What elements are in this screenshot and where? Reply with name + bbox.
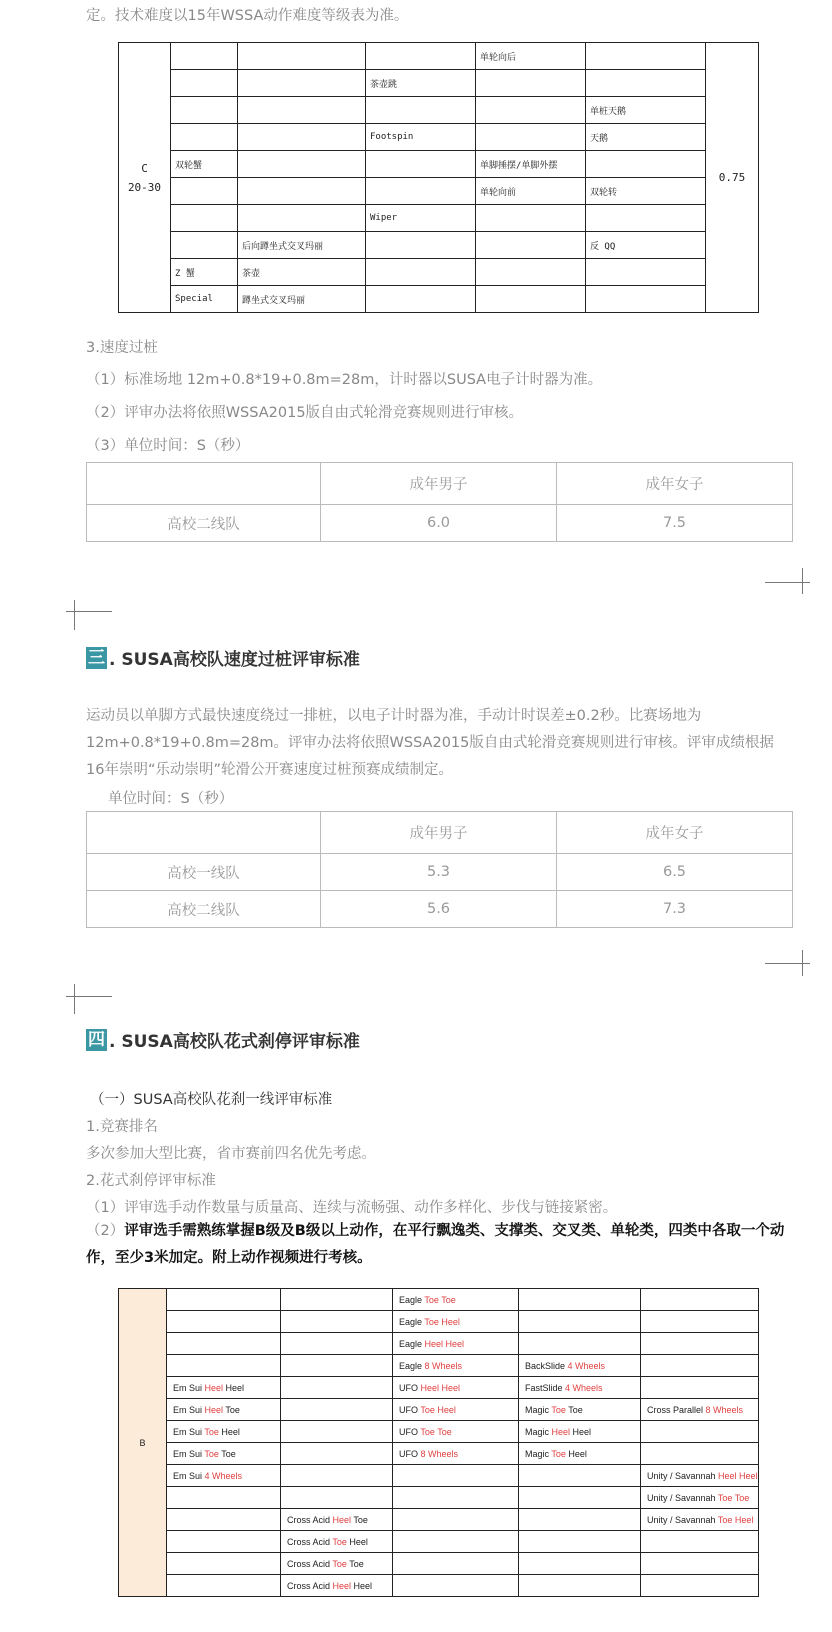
highlight-text: Heel xyxy=(204,1404,224,1415)
move-cell xyxy=(476,70,586,97)
move-text: Heel xyxy=(346,1536,368,1547)
move-cell xyxy=(167,1465,281,1487)
highlight-text: Toe Toe xyxy=(717,1492,750,1503)
highlight-text: Toe xyxy=(204,1426,219,1437)
move-cell xyxy=(281,1465,393,1487)
crop-mark xyxy=(802,568,803,594)
level-cell: B xyxy=(119,1289,167,1597)
move-cell xyxy=(641,1443,759,1465)
move-cell xyxy=(641,1355,759,1377)
move-cell xyxy=(281,1553,393,1575)
move-cell xyxy=(393,1289,519,1311)
highlight-text: Toe Heel xyxy=(420,1404,456,1415)
highlight-text: Toe xyxy=(204,1448,219,1459)
move-cell xyxy=(281,1509,393,1531)
move-cell xyxy=(393,1355,519,1377)
item2-title: 2.花式刹停评审标准 xyxy=(86,1173,216,1189)
crop-mark xyxy=(765,963,810,964)
move-cell xyxy=(393,1421,519,1443)
move-cell xyxy=(171,124,238,151)
move-cell xyxy=(281,1311,393,1333)
move-cell xyxy=(238,43,366,70)
table-row xyxy=(119,1443,759,1465)
table-row xyxy=(119,1553,759,1575)
heading-text: . SUSA高校队花式刹停评审标准 xyxy=(109,1032,360,1052)
move-cell xyxy=(366,286,476,313)
highlight-text: Toe Toe xyxy=(420,1426,452,1437)
move-cell xyxy=(171,232,238,259)
header-cell: 成年男子 xyxy=(321,463,557,505)
move-cell xyxy=(476,286,586,313)
move-cell xyxy=(393,1509,519,1531)
move-cell xyxy=(519,1399,641,1421)
move-cell xyxy=(171,205,238,232)
move-cell xyxy=(238,70,366,97)
move-cell xyxy=(519,1355,641,1377)
move-text: Em Sui xyxy=(173,1404,205,1415)
value-cell: 5.6 xyxy=(321,891,557,928)
move-cell: 单脚捶摆/单脚外摆 xyxy=(476,151,586,178)
move-cell xyxy=(238,151,366,178)
item1-text: 多次参加大型比赛，省市赛前四名优先考虑。 xyxy=(86,1146,376,1162)
crop-mark xyxy=(802,950,803,976)
table-row xyxy=(119,1333,759,1355)
move-text: UFO xyxy=(399,1404,421,1415)
move-cell xyxy=(586,259,706,286)
table-row xyxy=(119,1377,759,1399)
move-text: Cross Acid xyxy=(287,1580,333,1591)
move-cell xyxy=(641,1377,759,1399)
move-cell xyxy=(281,1487,393,1509)
section3-title: 3.速度过桩 xyxy=(86,340,158,356)
table-row xyxy=(119,97,759,124)
table-row xyxy=(119,1311,759,1333)
value-cell: 7.3 xyxy=(557,891,793,928)
highlight-text: Heel xyxy=(332,1580,352,1591)
highlight-text: 4 Wheels xyxy=(565,1382,603,1393)
move-cell xyxy=(366,151,476,178)
score-cell: 0.75 xyxy=(706,43,759,313)
move-text: Em Sui xyxy=(173,1448,205,1459)
move-cell xyxy=(393,1399,519,1421)
move-cell: 天鹅 xyxy=(586,124,706,151)
move-text: Toe xyxy=(565,1404,583,1415)
move-cell xyxy=(393,1553,519,1575)
value-cell: 7.5 xyxy=(557,505,793,542)
move-cell xyxy=(281,1443,393,1465)
highlight-text: Toe Heel xyxy=(424,1316,460,1327)
highlight-text: Toe xyxy=(332,1536,347,1547)
move-cell xyxy=(366,43,476,70)
move-cell xyxy=(476,205,586,232)
move-text: Toe xyxy=(218,1448,236,1459)
item2-prefix: （2） xyxy=(86,1223,125,1239)
table-row xyxy=(119,205,759,232)
heading-badge: 四 xyxy=(88,1029,105,1050)
move-cell xyxy=(586,205,706,232)
move-cell xyxy=(519,1553,641,1575)
move-cell xyxy=(519,1531,641,1553)
move-cell xyxy=(281,1377,393,1399)
move-cell xyxy=(167,1487,281,1509)
move-cell xyxy=(171,97,238,124)
move-text: Eagle xyxy=(399,1294,425,1305)
move-cell xyxy=(167,1289,281,1311)
move-cell: 蹲坐式交叉玛丽 xyxy=(238,286,366,313)
table-row xyxy=(119,1509,759,1531)
table-row xyxy=(119,178,759,205)
section3-paragraph: 运动员以单脚方式最快速度绕过一排桩，以电子计时器为准，手动计时误差±0.2秒。比赛场地为12m+0.8*19+0.8m=28m。评审办法将依照WSSA2015版自由式轮滑竞赛规则进行审核。评审成绩根据16年崇明“乐动崇明”轮滑公开赛速度过桩预赛成绩制定。 xyxy=(86,708,774,778)
level-letter: C xyxy=(141,161,148,175)
level-range: 20-30 xyxy=(127,180,162,194)
move-cell xyxy=(366,232,476,259)
move-cell xyxy=(167,1553,281,1575)
header-cell: 成年女子 xyxy=(557,463,793,505)
move-cell xyxy=(641,1399,759,1421)
move-cell xyxy=(393,1333,519,1355)
move-text: Cross Acid xyxy=(287,1558,333,1569)
move-cell xyxy=(641,1465,759,1487)
move-cell xyxy=(167,1531,281,1553)
value-cell: 6.0 xyxy=(321,505,557,542)
table-row xyxy=(119,1487,759,1509)
value-cell: 6.5 xyxy=(557,854,793,891)
move-cell xyxy=(171,70,238,97)
move-cell: Special xyxy=(171,286,238,313)
move-text: Eagle xyxy=(399,1316,425,1327)
move-cell: 反 QQ xyxy=(586,232,706,259)
table-row xyxy=(119,1289,759,1311)
move-cell xyxy=(366,97,476,124)
move-cell xyxy=(476,97,586,124)
move-text: Cross Parallel xyxy=(647,1404,706,1415)
highlight-text: Heel xyxy=(551,1426,571,1437)
move-cell xyxy=(281,1333,393,1355)
highlight-text: Toe Toe xyxy=(424,1294,456,1305)
move-cell xyxy=(167,1377,281,1399)
move-text: Unity / Savannah xyxy=(647,1470,719,1481)
move-text: UFO xyxy=(399,1448,421,1459)
move-cell xyxy=(476,259,586,286)
table-row xyxy=(119,43,759,70)
crop-mark xyxy=(66,996,112,997)
move-cell xyxy=(238,205,366,232)
intro-line: 定。技术难度以15年WSSA动作难度等级表为准。 xyxy=(86,8,409,24)
highlight-text: Toe xyxy=(551,1448,566,1459)
move-cell xyxy=(519,1575,641,1597)
header-cell: 成年男子 xyxy=(321,812,557,854)
move-text: Eagle xyxy=(399,1360,425,1371)
move-text: UFO xyxy=(399,1382,421,1393)
move-cell: 单轮向前 xyxy=(476,178,586,205)
move-cell xyxy=(171,178,238,205)
table-row xyxy=(119,1465,759,1487)
move-cell xyxy=(641,1531,759,1553)
move-cell: 双轮转 xyxy=(586,178,706,205)
table-row xyxy=(119,1421,759,1443)
move-cell xyxy=(167,1311,281,1333)
row-label: 高校二线队 xyxy=(87,505,321,542)
highlight-text: Heel Heel xyxy=(420,1382,461,1393)
move-cell xyxy=(167,1509,281,1531)
highlight-text: Heel xyxy=(204,1382,224,1393)
difficulty-table-b xyxy=(118,1288,759,1597)
move-text: Em Sui xyxy=(173,1470,205,1481)
item2-line2 xyxy=(86,1218,792,1272)
move-cell xyxy=(366,259,476,286)
move-cell xyxy=(519,1377,641,1399)
move-cell xyxy=(393,1465,519,1487)
highlight-text: Toe xyxy=(551,1404,566,1415)
move-cell xyxy=(167,1355,281,1377)
item2-line1: （1）评审选手动作数量与质量高、连续与流畅强、动作多样化、步伐与链接紧密。 xyxy=(86,1200,618,1216)
move-cell: Wiper xyxy=(366,205,476,232)
move-cell xyxy=(586,43,706,70)
move-cell: 单桩天鹅 xyxy=(586,97,706,124)
section3-line1: （1）标准场地 12m+0.8*19+0.8m=28m，计时器以SUSA电子计时器为准。 xyxy=(86,372,603,388)
move-cell: Footspin xyxy=(366,124,476,151)
move-cell: 茶壶 xyxy=(238,259,366,286)
move-cell xyxy=(393,1575,519,1597)
move-cell xyxy=(281,1421,393,1443)
move-text: Em Sui xyxy=(173,1426,205,1437)
move-cell: 茶壶跳 xyxy=(366,70,476,97)
header-cell xyxy=(87,812,321,854)
highlight-text: 8 Wheels xyxy=(420,1448,459,1459)
move-text: Heel xyxy=(565,1448,587,1459)
highlight-text: 4 Wheels xyxy=(204,1470,243,1481)
section3-line2: （2）评审办法将依照WSSA2015版自由式轮滑竞赛规则进行审核。 xyxy=(86,405,524,421)
move-cell xyxy=(519,1421,641,1443)
move-cell xyxy=(281,1399,393,1421)
table-row xyxy=(119,1355,759,1377)
crop-mark xyxy=(74,600,75,630)
speed-table-1 xyxy=(86,462,793,542)
move-text: Magic xyxy=(525,1448,552,1459)
item1-title: 1.竞赛排名 xyxy=(86,1119,158,1135)
move-text: Toe xyxy=(223,1404,240,1415)
move-cell xyxy=(641,1311,759,1333)
move-text: Heel xyxy=(351,1580,373,1591)
move-cell xyxy=(641,1553,759,1575)
move-text: Unity / Savannah xyxy=(647,1492,718,1503)
move-cell xyxy=(519,1487,641,1509)
move-cell xyxy=(641,1333,759,1355)
move-text: Eagle xyxy=(399,1338,425,1349)
move-text: Heel xyxy=(570,1426,592,1437)
move-cell xyxy=(281,1289,393,1311)
move-cell xyxy=(366,178,476,205)
move-text: Toe xyxy=(351,1514,368,1525)
move-cell xyxy=(167,1421,281,1443)
item2-bold-text: 评审选手需熟练掌握B级及B级以上动作，在平行飘逸类、支撑类、交叉类、单轮类，四类中各取一个动作，至少3米加定。附上动作视频进行考核。 xyxy=(86,1223,785,1266)
highlight-text: Toe Heel xyxy=(717,1514,754,1525)
move-text: Magic xyxy=(525,1404,552,1415)
move-cell xyxy=(476,232,586,259)
move-cell xyxy=(519,1465,641,1487)
move-cell xyxy=(476,124,586,151)
move-cell xyxy=(167,1333,281,1355)
section-heading-3 xyxy=(86,645,360,670)
move-cell xyxy=(281,1531,393,1553)
highlight-text: Toe xyxy=(332,1558,347,1569)
difficulty-table-c xyxy=(118,42,759,313)
section3-line3: （3）单位时间：S（秒） xyxy=(86,438,250,454)
sub-heading: （一）SUSA高校队花刹一线评审标准 xyxy=(90,1092,333,1108)
table-row xyxy=(119,232,759,259)
crop-mark xyxy=(74,984,75,1014)
move-cell xyxy=(281,1575,393,1597)
move-cell xyxy=(641,1289,759,1311)
move-cell xyxy=(519,1443,641,1465)
move-cell xyxy=(393,1443,519,1465)
move-text: UFO xyxy=(399,1426,421,1437)
highlight-text: Heel xyxy=(332,1514,352,1525)
move-cell: 后向蹲坐式交叉玛丽 xyxy=(238,232,366,259)
highlight-text: Heel Heel xyxy=(718,1470,758,1481)
table-row xyxy=(119,70,759,97)
move-cell xyxy=(519,1333,641,1355)
move-cell: 单轮向后 xyxy=(476,43,586,70)
move-text: BackSlide xyxy=(525,1360,568,1371)
row-label: 高校一线队 xyxy=(87,854,321,891)
move-cell: 双轮蟹 xyxy=(171,151,238,178)
value-cell: 5.3 xyxy=(321,854,557,891)
move-cell xyxy=(641,1421,759,1443)
move-text: Magic xyxy=(525,1426,552,1437)
move-cell xyxy=(167,1443,281,1465)
header-cell xyxy=(87,463,321,505)
table-row xyxy=(119,286,759,313)
move-text: FastSlide xyxy=(525,1382,566,1393)
move-cell xyxy=(641,1487,759,1509)
move-text: Heel xyxy=(218,1426,240,1437)
section-heading-4 xyxy=(86,1027,360,1052)
move-cell xyxy=(281,1355,393,1377)
unit-label: 单位时间：S（秒） xyxy=(108,791,234,807)
highlight-text: Heel Heel xyxy=(424,1338,465,1349)
move-text: Em Sui xyxy=(173,1382,205,1393)
move-cell xyxy=(167,1399,281,1421)
highlight-text: 8 Wheels xyxy=(424,1360,463,1371)
row-label: 高校二线队 xyxy=(87,891,321,928)
level-cell xyxy=(119,43,171,313)
move-cell xyxy=(393,1487,519,1509)
move-cell xyxy=(519,1289,641,1311)
move-cell xyxy=(167,1575,281,1597)
move-cell: Z 蟹 xyxy=(171,259,238,286)
move-cell xyxy=(238,178,366,205)
table-row xyxy=(119,1531,759,1553)
table-row xyxy=(119,1399,759,1421)
table-row xyxy=(119,259,759,286)
move-text: Unity / Savannah xyxy=(647,1514,718,1525)
table-row xyxy=(119,1575,759,1597)
move-text: Toe xyxy=(346,1558,364,1569)
move-cell xyxy=(519,1311,641,1333)
move-cell xyxy=(393,1531,519,1553)
move-cell xyxy=(586,151,706,178)
crop-mark xyxy=(66,611,112,612)
table-row xyxy=(119,124,759,151)
move-cell xyxy=(641,1509,759,1531)
highlight-text: 4 Wheels xyxy=(567,1360,606,1371)
move-cell xyxy=(641,1575,759,1597)
move-text: Heel xyxy=(223,1382,245,1393)
move-cell xyxy=(586,286,706,313)
highlight-text: 8 Wheels xyxy=(705,1404,744,1415)
move-cell xyxy=(238,97,366,124)
move-cell xyxy=(171,43,238,70)
move-cell xyxy=(586,70,706,97)
move-text: Cross Acid xyxy=(287,1514,333,1525)
table-row xyxy=(119,151,759,178)
move-cell xyxy=(238,124,366,151)
header-cell: 成年女子 xyxy=(557,812,793,854)
speed-table-2 xyxy=(86,811,793,928)
move-cell xyxy=(393,1311,519,1333)
move-text: Cross Acid xyxy=(287,1536,333,1547)
heading-badge: 三 xyxy=(88,647,105,668)
heading-text: . SUSA高校队速度过桩评审标准 xyxy=(109,650,360,670)
crop-mark xyxy=(765,582,810,583)
move-cell xyxy=(519,1509,641,1531)
move-cell xyxy=(393,1377,519,1399)
